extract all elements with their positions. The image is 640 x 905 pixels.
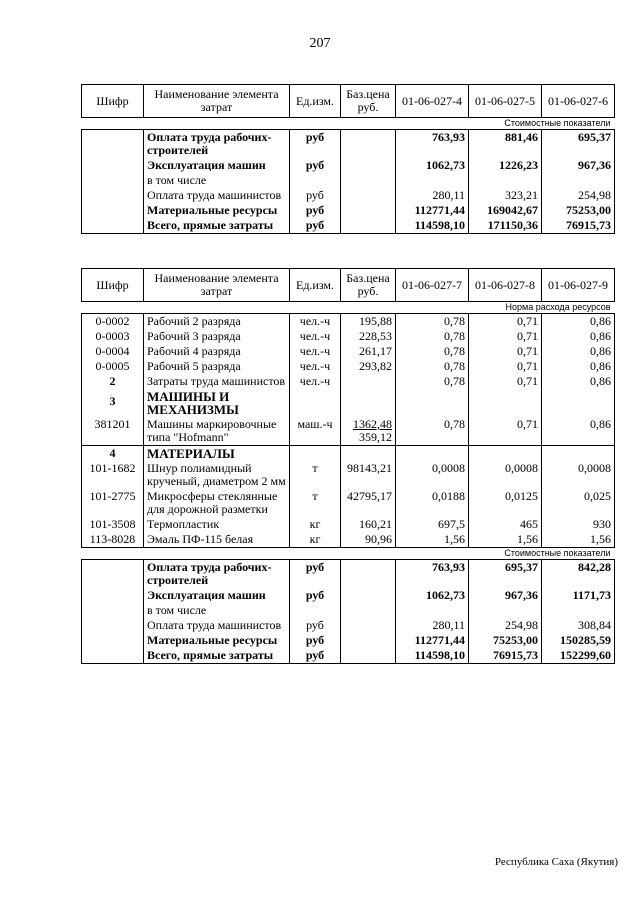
row-v2: 1226,23: [469, 158, 542, 173]
row-price: [341, 218, 396, 234]
row-price: [341, 560, 396, 589]
row-v3: 0,025: [542, 489, 615, 517]
row-v3: 842,28: [542, 560, 615, 589]
row-name: Оплата труда машинистов: [144, 188, 290, 203]
row-v2: 465: [469, 517, 542, 532]
row-code: 0-0005: [82, 359, 144, 374]
row-code: 101-3508: [82, 517, 144, 532]
machine-unit: маш.-ч: [290, 417, 341, 446]
cost-row: [82, 158, 615, 173]
row-code: [82, 203, 144, 218]
cost-row: [82, 603, 615, 618]
row-price: [341, 618, 396, 633]
header-price: Баз.цена руб.: [341, 85, 396, 118]
resource-row: [82, 489, 615, 517]
row-v2: [469, 603, 542, 618]
header-price: Баз.цена руб.: [341, 269, 396, 302]
row-unit: чел.-ч: [290, 374, 341, 389]
row-name: Эмаль ПФ-115 белая: [144, 532, 290, 548]
row-v3: 254,98: [542, 188, 615, 203]
row-v1: [396, 173, 469, 188]
row-name: Микросферы стеклянные для дорожной разметки: [144, 489, 290, 517]
row-name: Оплата труда рабочих-строителей: [144, 560, 290, 589]
row-v3: 0,86: [542, 344, 615, 359]
header-col-1: 01-06-027-4: [396, 85, 469, 118]
row-v1: 280,11: [396, 188, 469, 203]
row-name: Оплата труда машинистов: [144, 618, 290, 633]
row-v2: 0,71: [469, 374, 542, 389]
row-unit: руб: [290, 618, 341, 633]
row-code: 0-0004: [82, 344, 144, 359]
row-unit: [290, 603, 341, 618]
row-v2: 0,0125: [469, 489, 542, 517]
row-unit: чел.-ч: [290, 359, 341, 374]
row-v1: 280,11: [396, 618, 469, 633]
row-code: [82, 173, 144, 188]
row-code: [82, 188, 144, 203]
row-name: Рабочий 3 разряда: [144, 329, 290, 344]
cost-row: [82, 188, 615, 203]
row-price: [341, 158, 396, 173]
machine-code: 381201: [82, 417, 144, 446]
header-code: Шифр: [82, 269, 144, 302]
resource-row: [82, 532, 615, 548]
machine-row: [82, 417, 615, 446]
row-name: Оплата труда рабочих-строителей: [144, 130, 290, 159]
row-v1: [396, 603, 469, 618]
page-number: 207: [309, 36, 331, 51]
row-unit: т: [290, 461, 341, 489]
row-code: 0-0002: [82, 314, 144, 330]
row-code: [82, 218, 144, 234]
row-code: 113-8028: [82, 532, 144, 548]
row-unit: руб: [290, 218, 341, 234]
row-v1: 0,78: [396, 344, 469, 359]
row-unit: чел.-ч: [290, 314, 341, 330]
materials-header-row: [82, 446, 615, 462]
machine-v3: 0,86: [542, 417, 615, 446]
row-price: 261,17: [341, 344, 396, 359]
machines-code: 3: [82, 389, 144, 417]
section2-label: Стоимостные показатели: [82, 548, 615, 560]
row-v3: 1,56: [542, 532, 615, 548]
machine-price: [341, 417, 396, 446]
row-price: [341, 130, 396, 159]
row-v3: 967,36: [542, 158, 615, 173]
cost-rows-2: [82, 560, 615, 664]
row-v3: 76915,73: [542, 218, 615, 234]
row-name: Шнур полиамидный крученый, диаметром 2 мм: [144, 461, 290, 489]
header-col-3: 01-06-027-6: [542, 85, 615, 118]
row-v1: 0,0008: [396, 461, 469, 489]
row-v2: 881,46: [469, 130, 542, 159]
materials-code: 4: [82, 446, 144, 462]
cost-row: [82, 130, 615, 159]
section-row-2: [82, 548, 615, 560]
row-unit: руб: [290, 188, 341, 203]
row-v2: 1,56: [469, 532, 542, 548]
row-price: [341, 188, 396, 203]
footer-region: Республика Саха (Якутия): [494, 856, 618, 868]
row-price: [341, 203, 396, 218]
row-v1: 0,78: [396, 314, 469, 330]
cost-row: [82, 588, 615, 603]
row-name: Материальные ресурсы: [144, 203, 290, 218]
cost-row: [82, 633, 615, 648]
row-code: 101-1682: [82, 461, 144, 489]
row-v3: [542, 603, 615, 618]
row-v1: 0,78: [396, 374, 469, 389]
cost-row: [82, 618, 615, 633]
row-code: [82, 588, 144, 603]
resource-row: [82, 329, 615, 344]
row-price: [341, 603, 396, 618]
row-v3: 152299,60: [542, 648, 615, 664]
row-v3: 695,37: [542, 130, 615, 159]
row-v3: 0,0008: [542, 461, 615, 489]
header-name: Наименование элемента затрат: [144, 85, 290, 118]
row-v3: 0,86: [542, 329, 615, 344]
row-v3: 1171,73: [542, 588, 615, 603]
row-price: 160,21: [341, 517, 396, 532]
row-name: Рабочий 4 разряда: [144, 344, 290, 359]
row-unit: руб: [290, 588, 341, 603]
row-v2: 169042,67: [469, 203, 542, 218]
row-v1: 114598,10: [396, 648, 469, 664]
row-unit: руб: [290, 158, 341, 173]
row-price: [341, 633, 396, 648]
header-col-2: 01-06-027-8: [469, 269, 542, 302]
row-code: [82, 560, 144, 589]
row-price: [341, 648, 396, 664]
cost-row: [82, 173, 615, 188]
row-v2: 0,71: [469, 344, 542, 359]
row-v2: 695,37: [469, 560, 542, 589]
header-unit: Ед.изм.: [290, 269, 341, 302]
row-code: [82, 158, 144, 173]
row-code: [82, 648, 144, 664]
cost-row: [82, 203, 615, 218]
row-name: Рабочий 2 разряда: [144, 314, 290, 330]
row-v2: 76915,73: [469, 648, 542, 664]
cost-row: [82, 648, 615, 664]
norm-rows: [82, 314, 615, 390]
row-name: Эксплуатация машин: [144, 588, 290, 603]
row-price: 98143,21: [341, 461, 396, 489]
section-row: [82, 118, 615, 130]
header-col-2: 01-06-027-5: [469, 85, 542, 118]
row-v1: 0,78: [396, 329, 469, 344]
machine-price-main: 1362,48: [353, 417, 392, 431]
section-row: [82, 302, 615, 314]
row-v2: [469, 173, 542, 188]
row-v2: 0,71: [469, 329, 542, 344]
row-unit: чел.-ч: [290, 329, 341, 344]
resource-row: [82, 344, 615, 359]
row-v2: 967,36: [469, 588, 542, 603]
row-v3: [542, 173, 615, 188]
machine-v1: 0,78: [396, 417, 469, 446]
row-name: в том числе: [144, 173, 290, 188]
row-unit: руб: [290, 633, 341, 648]
row-v1: 697,5: [396, 517, 469, 532]
row-v2: 0,0008: [469, 461, 542, 489]
header-col-1: 01-06-027-7: [396, 269, 469, 302]
row-name: в том числе: [144, 603, 290, 618]
material-rows: [82, 461, 615, 548]
cost-row: [82, 218, 615, 234]
row-unit: руб: [290, 203, 341, 218]
row-price: 293,82: [341, 359, 396, 374]
row-v1: 114598,10: [396, 218, 469, 234]
row-price: 90,96: [341, 532, 396, 548]
resource-table-2: [81, 268, 615, 664]
row-unit: руб: [290, 130, 341, 159]
row-name: Термопластик: [144, 517, 290, 532]
row-v2: 171150,36: [469, 218, 542, 234]
table-header: [82, 85, 615, 118]
row-v1: 763,93: [396, 130, 469, 159]
row-name: Эксплуатация машин: [144, 158, 290, 173]
row-v2: 0,71: [469, 359, 542, 374]
materials-title: МАТЕРИАЛЫ: [144, 446, 290, 462]
row-v2: 0,71: [469, 314, 542, 330]
row-price: [341, 173, 396, 188]
resource-row: [82, 374, 615, 389]
cost-row: [82, 560, 615, 589]
row-v2: 75253,00: [469, 633, 542, 648]
row-v1: 1,56: [396, 532, 469, 548]
row-price: [341, 374, 396, 389]
row-unit: [290, 173, 341, 188]
row-v2: 323,21: [469, 188, 542, 203]
row-v3: 308,84: [542, 618, 615, 633]
row-v2: 254,98: [469, 618, 542, 633]
resource-row: [82, 314, 615, 330]
cost-rows: [82, 130, 615, 234]
row-unit: кг: [290, 517, 341, 532]
header-col-3: 01-06-027-9: [542, 269, 615, 302]
row-code: [82, 603, 144, 618]
row-v3: 0,86: [542, 314, 615, 330]
row-v1: 763,93: [396, 560, 469, 589]
row-code: 2: [82, 374, 144, 389]
row-v1: 112771,44: [396, 633, 469, 648]
row-code: [82, 130, 144, 159]
header-unit: Ед.изм.: [290, 85, 341, 118]
row-price: 195,88: [341, 314, 396, 330]
resource-row: [82, 359, 615, 374]
row-v3: 0,86: [542, 359, 615, 374]
machine-price-sub: 359,12: [359, 430, 392, 444]
row-unit: руб: [290, 560, 341, 589]
row-name: Всего, прямые затраты: [144, 648, 290, 664]
machines-title: МАШИНЫ И МЕХАНИЗМЫ: [144, 389, 290, 417]
header-name: Наименование элемента затрат: [144, 269, 290, 302]
row-name: Всего, прямые затраты: [144, 218, 290, 234]
row-v3: 930: [542, 517, 615, 532]
cost-table-1: [81, 84, 615, 234]
row-price: 228,53: [341, 329, 396, 344]
row-v1: 1062,73: [396, 158, 469, 173]
row-name: Материальные ресурсы: [144, 633, 290, 648]
section-label: Стоимостные показатели: [82, 118, 615, 130]
row-v1: 112771,44: [396, 203, 469, 218]
machine-v2: 0,71: [469, 417, 542, 446]
row-code: [82, 633, 144, 648]
row-v1: 0,0188: [396, 489, 469, 517]
row-unit: руб: [290, 648, 341, 664]
section-label: Норма расхода ресурсов: [82, 302, 615, 314]
row-unit: чел.-ч: [290, 344, 341, 359]
row-unit: т: [290, 489, 341, 517]
row-v3: 150285,59: [542, 633, 615, 648]
header-code: Шифр: [82, 85, 144, 118]
row-name: Рабочий 5 разряда: [144, 359, 290, 374]
row-code: 0-0003: [82, 329, 144, 344]
row-price: [341, 588, 396, 603]
resource-row: [82, 517, 615, 532]
row-price: 42795,17: [341, 489, 396, 517]
resource-row: [82, 461, 615, 489]
row-code: 101-2775: [82, 489, 144, 517]
machine-name: Машины маркировочные типа "Hofmann": [144, 417, 290, 446]
row-v1: 1062,73: [396, 588, 469, 603]
row-name: Затраты труда машинистов: [144, 374, 290, 389]
table-header: [82, 269, 615, 302]
row-unit: кг: [290, 532, 341, 548]
row-v1: 0,78: [396, 359, 469, 374]
row-code: [82, 618, 144, 633]
row-v3: 0,86: [542, 374, 615, 389]
machines-header-row: [82, 389, 615, 417]
row-v3: 75253,00: [542, 203, 615, 218]
